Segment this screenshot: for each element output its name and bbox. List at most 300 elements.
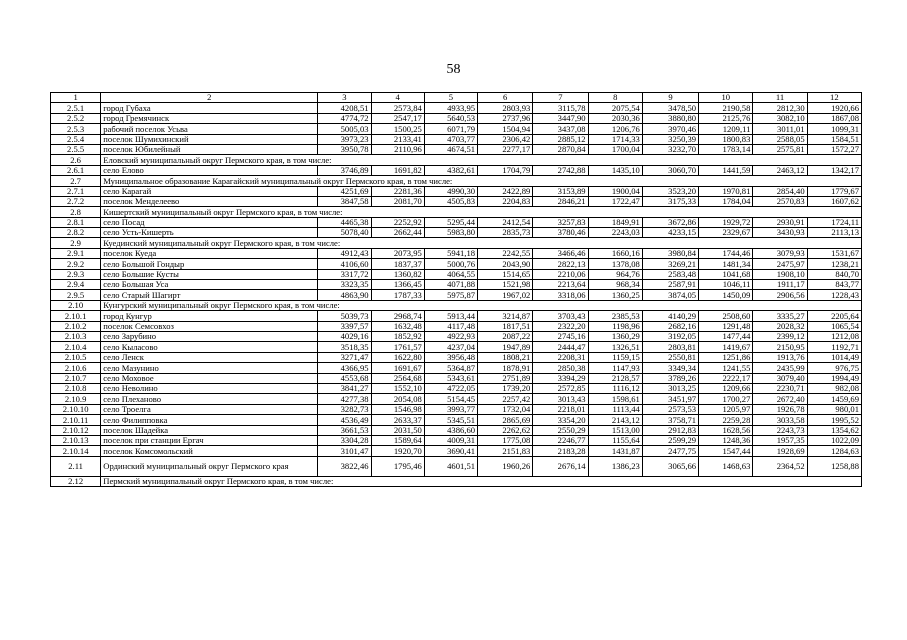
value-cell: 1419,67: [699, 342, 753, 352]
value-cell: 1622,80: [371, 352, 424, 362]
value-cell: 2444,47: [533, 342, 588, 352]
value-cell: 1238,21: [807, 259, 861, 269]
value-cell: 1878,91: [478, 363, 533, 373]
value-cell: 2087,22: [478, 331, 533, 341]
value-cell: 843,77: [807, 280, 861, 290]
value-cell: 2073,95: [371, 248, 424, 258]
value-cell: 2912,83: [642, 425, 698, 435]
value-cell: 3323,35: [318, 280, 371, 290]
value-cell: 1632,48: [371, 321, 424, 331]
row-code: 2.10.5: [51, 352, 101, 362]
settlement-name: село Старый Шагирт: [101, 290, 318, 300]
value-cell: 1779,67: [807, 186, 861, 196]
value-cell: 1784,04: [699, 196, 753, 206]
section-row: [51, 155, 862, 165]
row-code: 2.5.5: [51, 144, 101, 154]
value-cell: 3269,21: [642, 259, 698, 269]
section-row: [51, 300, 862, 310]
value-cell: 3013,25: [642, 383, 698, 393]
settlement-name: село Троелга: [101, 404, 318, 414]
value-cell: 4029,16: [318, 331, 371, 341]
value-cell: 5345,51: [424, 415, 477, 425]
row-code: 2.10.12: [51, 425, 101, 435]
section-title: Пермский муниципальный округ Пермского края, в том числе:: [101, 476, 862, 486]
value-cell: 2477,75: [642, 446, 698, 456]
value-cell: 3841,27: [318, 383, 371, 393]
value-cell: 1386,23: [588, 456, 642, 476]
value-cell: 1598,61: [588, 394, 642, 404]
value-cell: 1920,66: [807, 103, 861, 113]
value-cell: 980,01: [807, 404, 861, 414]
value-cell: 3011,01: [753, 124, 807, 134]
settlement-name: рабочий поселок Усьва: [101, 124, 318, 134]
value-cell: 3973,23: [318, 134, 371, 144]
value-cell: 1014,49: [807, 352, 861, 362]
section-row: [51, 207, 862, 217]
value-cell: 4536,49: [318, 415, 371, 425]
value-cell: 2210,06: [533, 269, 588, 279]
table-row: [51, 331, 862, 341]
row-code: 2.9.2: [51, 259, 101, 269]
value-cell: 1960,26: [478, 456, 533, 476]
value-cell: 3437,08: [533, 124, 588, 134]
value-cell: 2243,73: [753, 425, 807, 435]
value-cell: 5941,18: [424, 248, 477, 258]
tariff-table: [50, 92, 862, 487]
row-code: 2.11: [51, 456, 101, 476]
row-code: 2.6.1: [51, 165, 101, 175]
table-row: [51, 425, 862, 435]
value-cell: 1761,57: [371, 342, 424, 352]
header-row: [51, 93, 862, 103]
value-cell: 2306,42: [478, 134, 533, 144]
value-cell: 2547,17: [371, 113, 424, 123]
row-code: 2.10.1: [51, 311, 101, 321]
table-row: [51, 456, 862, 476]
value-cell: 2322,20: [533, 321, 588, 331]
value-cell: 5154,45: [424, 394, 477, 404]
value-cell: 5078,40: [318, 228, 371, 238]
row-code: 2.7: [51, 176, 101, 186]
table-row: [51, 394, 862, 404]
value-cell: 4601,51: [424, 456, 477, 476]
value-cell: 1354,62: [807, 425, 861, 435]
value-cell: 4064,55: [424, 269, 477, 279]
value-cell: 2573,84: [371, 103, 424, 113]
value-cell: 1800,83: [699, 134, 753, 144]
row-code: 2.10.11: [51, 415, 101, 425]
value-cell: 2570,83: [753, 196, 807, 206]
value-cell: 3232,70: [642, 144, 698, 154]
value-cell: 2183,28: [533, 446, 588, 456]
table-row: [51, 196, 862, 206]
settlement-name: поселок Менделеево: [101, 196, 318, 206]
value-cell: 3079,40: [753, 373, 807, 383]
table-row: [51, 134, 862, 144]
value-cell: 1481,34: [699, 259, 753, 269]
table-row: [51, 248, 862, 258]
value-cell: 2208,31: [533, 352, 588, 362]
value-cell: 1206,76: [588, 124, 642, 134]
value-cell: 3780,46: [533, 228, 588, 238]
row-code: 2.12: [51, 476, 101, 486]
value-cell: 2329,67: [699, 228, 753, 238]
value-cell: 3523,20: [642, 186, 698, 196]
value-cell: 5343,61: [424, 373, 477, 383]
value-cell: 1284,63: [807, 446, 861, 456]
value-cell: 3847,58: [318, 196, 371, 206]
value-cell: 4140,29: [642, 311, 698, 321]
value-cell: 4251,69: [318, 186, 371, 196]
value-cell: 3192,05: [642, 331, 698, 341]
value-cell: 5005,03: [318, 124, 371, 134]
table-row: [51, 269, 862, 279]
value-cell: 1378,08: [588, 259, 642, 269]
table-row: [51, 363, 862, 373]
value-cell: 1691,67: [371, 363, 424, 373]
value-cell: 3956,48: [424, 352, 477, 362]
value-cell: 4106,60: [318, 259, 371, 269]
value-cell: 1607,62: [807, 196, 861, 206]
value-cell: 4863,90: [318, 290, 371, 300]
value-cell: 4386,60: [424, 425, 477, 435]
section-title: Муниципальное образование Карагайский муниципальный округ Пермского края, в том числе:: [101, 176, 862, 186]
value-cell: 3661,53: [318, 425, 371, 435]
value-cell: 3703,43: [533, 311, 588, 321]
value-cell: 2812,30: [753, 103, 807, 113]
value-cell: 2508,60: [699, 311, 753, 321]
value-cell: 1852,92: [371, 331, 424, 341]
value-cell: 2672,40: [753, 394, 807, 404]
value-cell: 1700,27: [699, 394, 753, 404]
row-code: 2.8.1: [51, 217, 101, 227]
value-cell: 1967,02: [478, 290, 533, 300]
settlement-name: село Моховое: [101, 373, 318, 383]
value-cell: 1808,21: [478, 352, 533, 362]
value-cell: 1584,51: [807, 134, 861, 144]
value-cell: 2151,83: [478, 446, 533, 456]
value-cell: 1212,08: [807, 331, 861, 341]
table-row: [51, 113, 862, 123]
value-cell: 4912,43: [318, 248, 371, 258]
table-row: [51, 435, 862, 445]
value-cell: 3175,33: [642, 196, 698, 206]
value-cell: 1783,14: [699, 144, 753, 154]
value-cell: 1531,67: [807, 248, 861, 258]
value-cell: 2257,42: [478, 394, 533, 404]
value-cell: 1775,08: [478, 435, 533, 445]
table-row: [51, 186, 862, 196]
value-cell: 3746,89: [318, 165, 371, 175]
value-cell: 2968,74: [371, 311, 424, 321]
table-row: [51, 217, 862, 227]
table-row: [51, 373, 862, 383]
value-cell: 2113,13: [807, 228, 861, 238]
value-cell: 2846,21: [533, 196, 588, 206]
value-cell: 1147,93: [588, 363, 642, 373]
value-cell: 2125,76: [699, 113, 753, 123]
settlement-name: село Большие Кусты: [101, 269, 318, 279]
value-cell: 2213,64: [533, 280, 588, 290]
settlement-name: поселок Шадейка: [101, 425, 318, 435]
value-cell: 2150,95: [753, 342, 807, 352]
value-cell: 3518,35: [318, 342, 371, 352]
value-cell: 1928,69: [753, 446, 807, 456]
value-cell: 4208,51: [318, 103, 371, 113]
value-cell: 1849,91: [588, 217, 642, 227]
header-cell: 12: [807, 93, 861, 103]
value-cell: 1360,29: [588, 331, 642, 341]
value-cell: 2573,53: [642, 404, 698, 414]
value-cell: 5364,87: [424, 363, 477, 373]
value-cell: 4465,38: [318, 217, 371, 227]
value-cell: 2599,29: [642, 435, 698, 445]
value-cell: 1546,98: [371, 404, 424, 414]
value-cell: 1947,89: [478, 342, 533, 352]
value-cell: 1817,51: [478, 321, 533, 331]
value-cell: 2463,12: [753, 165, 807, 175]
value-cell: 1514,65: [478, 269, 533, 279]
value-cell: 2737,96: [478, 113, 533, 123]
table-row: [51, 259, 862, 269]
value-cell: 5295,44: [424, 217, 477, 227]
value-cell: 1722,47: [588, 196, 642, 206]
value-cell: 3758,71: [642, 415, 698, 425]
value-cell: 2030,36: [588, 113, 642, 123]
value-cell: 1744,46: [699, 248, 753, 258]
value-cell: 2550,81: [642, 352, 698, 362]
value-cell: 1628,56: [699, 425, 753, 435]
value-cell: 2246,77: [533, 435, 588, 445]
value-cell: 1251,86: [699, 352, 753, 362]
value-cell: 2803,81: [642, 342, 698, 352]
value-cell: 5913,44: [424, 311, 477, 321]
value-cell: 1116,12: [588, 383, 642, 393]
value-cell: 3033,58: [753, 415, 807, 425]
settlement-name: город Кунгур: [101, 311, 318, 321]
value-cell: 1041,68: [699, 269, 753, 279]
row-code: 2.10.6: [51, 363, 101, 373]
value-cell: 1795,46: [371, 456, 424, 476]
row-code: 2.5.3: [51, 124, 101, 134]
row-code: 2.9.1: [51, 248, 101, 258]
value-cell: 3349,34: [642, 363, 698, 373]
settlement-name: город Гремячинск: [101, 113, 318, 123]
value-cell: 3214,87: [478, 311, 533, 321]
value-cell: 2031,50: [371, 425, 424, 435]
value-cell: 2633,37: [371, 415, 424, 425]
value-cell: 3282,73: [318, 404, 371, 414]
row-code: 2.5.2: [51, 113, 101, 123]
table-row: [51, 404, 862, 414]
table-row: [51, 103, 862, 113]
value-cell: 2906,56: [753, 290, 807, 300]
settlement-name: село Филипповка: [101, 415, 318, 425]
value-cell: 840,70: [807, 269, 861, 279]
value-cell: 2930,91: [753, 217, 807, 227]
value-cell: 4237,04: [424, 342, 477, 352]
value-cell: 3993,77: [424, 404, 477, 414]
row-code: 2.7.2: [51, 196, 101, 206]
value-cell: 1360,25: [588, 290, 642, 300]
settlement-name: поселок Шумихинский: [101, 134, 318, 144]
section-title: Кишертский муниципальный округ Пермского края, в том числе:: [101, 207, 862, 217]
value-cell: 4553,68: [318, 373, 371, 383]
value-cell: 3079,93: [753, 248, 807, 258]
value-cell: 968,34: [588, 280, 642, 290]
settlement-name: село Большой Гондыр: [101, 259, 318, 269]
value-cell: 1198,96: [588, 321, 642, 331]
value-cell: 1159,15: [588, 352, 642, 362]
row-code: 2.8.2: [51, 228, 101, 238]
value-cell: 4674,51: [424, 144, 477, 154]
value-cell: 2110,96: [371, 144, 424, 154]
value-cell: 1209,66: [699, 383, 753, 393]
value-cell: 2222,17: [699, 373, 753, 383]
value-cell: 2587,91: [642, 280, 698, 290]
value-cell: 2422,89: [478, 186, 533, 196]
value-cell: 3789,26: [642, 373, 698, 383]
value-cell: 1248,36: [699, 435, 753, 445]
value-cell: 1521,98: [478, 280, 533, 290]
table-row: [51, 383, 862, 393]
value-cell: 1258,88: [807, 456, 861, 476]
value-cell: 3115,78: [533, 103, 588, 113]
section-title: Еловский муниципальный округ Пермского края, в том числе:: [101, 155, 862, 165]
value-cell: 2572,85: [533, 383, 588, 393]
value-cell: 1552,10: [371, 383, 424, 393]
header-cell: 2: [101, 93, 318, 103]
value-cell: 2028,32: [753, 321, 807, 331]
row-code: 2.10.10: [51, 404, 101, 414]
value-cell: 1326,51: [588, 342, 642, 352]
value-cell: 2550,29: [533, 425, 588, 435]
value-cell: 1435,10: [588, 165, 642, 175]
header-cell: 5: [424, 93, 477, 103]
value-cell: 4009,31: [424, 435, 477, 445]
value-cell: 2364,52: [753, 456, 807, 476]
header-cell: 10: [699, 93, 753, 103]
settlement-name: город Губаха: [101, 103, 318, 113]
value-cell: 3970,46: [642, 124, 698, 134]
value-cell: 2583,48: [642, 269, 698, 279]
value-cell: 2205,64: [807, 311, 861, 321]
row-code: 2.10.4: [51, 342, 101, 352]
row-code: 2.10.9: [51, 394, 101, 404]
value-cell: 1450,09: [699, 290, 753, 300]
value-cell: 1970,81: [699, 186, 753, 196]
value-cell: 1441,59: [699, 165, 753, 175]
value-cell: 4117,48: [424, 321, 477, 331]
value-cell: 3980,84: [642, 248, 698, 258]
value-cell: 2204,83: [478, 196, 533, 206]
value-cell: 1911,17: [753, 280, 807, 290]
value-cell: 3304,28: [318, 435, 371, 445]
section-row: [51, 176, 862, 186]
value-cell: 1994,49: [807, 373, 861, 383]
table-row: [51, 280, 862, 290]
row-code: 2.10.7: [51, 373, 101, 383]
settlement-name: Ординский муниципальный округ Пермского края: [101, 456, 318, 476]
value-cell: 2259,28: [699, 415, 753, 425]
row-code: 2.10.2: [51, 321, 101, 331]
value-cell: 2742,88: [533, 165, 588, 175]
value-cell: 1113,44: [588, 404, 642, 414]
value-cell: 3478,50: [642, 103, 698, 113]
section-title: Куединский муниципальный округ Пермского края, в том числе:: [101, 238, 862, 248]
value-cell: 2822,13: [533, 259, 588, 269]
value-cell: 1228,43: [807, 290, 861, 300]
row-code: 2.10: [51, 300, 101, 310]
value-cell: 5640,53: [424, 113, 477, 123]
header-cell: 4: [371, 93, 424, 103]
table-row: [51, 342, 862, 352]
table-row: [51, 311, 862, 321]
value-cell: 4922,93: [424, 331, 477, 341]
value-cell: 1500,25: [371, 124, 424, 134]
row-code: 2.10.14: [51, 446, 101, 456]
value-cell: 2281,36: [371, 186, 424, 196]
value-cell: 2745,16: [533, 331, 588, 341]
value-cell: 3335,27: [753, 311, 807, 321]
value-cell: 3257,83: [533, 217, 588, 227]
value-cell: 4071,88: [424, 280, 477, 290]
value-cell: 1724,11: [807, 217, 861, 227]
value-cell: 2143,12: [588, 415, 642, 425]
value-cell: 2475,97: [753, 259, 807, 269]
settlement-name: поселок Куеда: [101, 248, 318, 258]
value-cell: 2243,03: [588, 228, 642, 238]
value-cell: 3013,43: [533, 394, 588, 404]
value-cell: 2803,93: [478, 103, 533, 113]
row-code: 2.8: [51, 207, 101, 217]
value-cell: 3101,47: [318, 446, 371, 456]
value-cell: 2870,84: [533, 144, 588, 154]
value-cell: 1205,97: [699, 404, 753, 414]
settlement-name: поселок Семсовхоз: [101, 321, 318, 331]
value-cell: 1572,27: [807, 144, 861, 154]
value-cell: 976,75: [807, 363, 861, 373]
settlement-name: поселок Комсомольский: [101, 446, 318, 456]
value-cell: 1995,52: [807, 415, 861, 425]
value-cell: 5975,87: [424, 290, 477, 300]
value-cell: 1099,31: [807, 124, 861, 134]
value-cell: 3822,46: [318, 456, 371, 476]
value-cell: 3271,47: [318, 352, 371, 362]
value-cell: 2230,71: [753, 383, 807, 393]
value-cell: 1957,35: [753, 435, 807, 445]
value-cell: 2133,41: [371, 134, 424, 144]
value-cell: 4505,83: [424, 196, 477, 206]
value-cell: 3354,20: [533, 415, 588, 425]
value-cell: 3672,86: [642, 217, 698, 227]
table-row: [51, 124, 862, 134]
value-cell: 1547,44: [699, 446, 753, 456]
table-row: [51, 144, 862, 154]
value-cell: 4722,05: [424, 383, 477, 393]
value-cell: 1366,45: [371, 280, 424, 290]
value-cell: 1065,54: [807, 321, 861, 331]
value-cell: 2854,40: [753, 186, 807, 196]
value-cell: 2564,68: [371, 373, 424, 383]
value-cell: 4277,38: [318, 394, 371, 404]
value-cell: 1477,44: [699, 331, 753, 341]
settlement-name: поселок Юбилейный: [101, 144, 318, 154]
value-cell: 2218,01: [533, 404, 588, 414]
settlement-name: село Ленск: [101, 352, 318, 362]
row-code: 2.7.1: [51, 186, 101, 196]
value-cell: 2850,38: [533, 363, 588, 373]
